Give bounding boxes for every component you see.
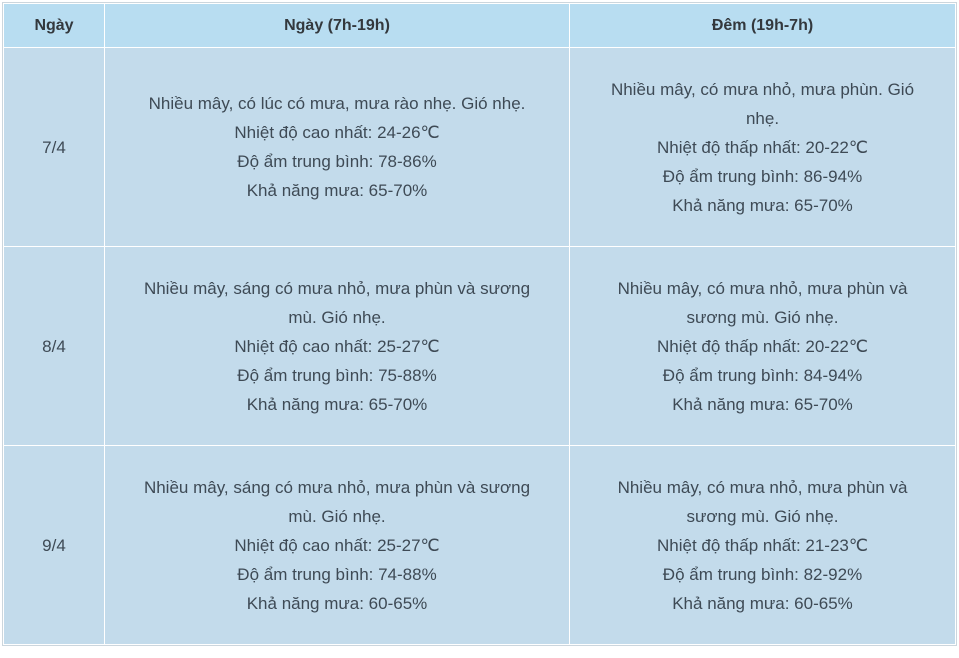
table-header-row [4,4,955,47]
rain-chance-line: Khả năng mưa: 65-70% [246,394,428,414]
column-header-daytime: Ngày (7h-19h) [105,4,569,47]
temperature-line: Nhiệt độ cao nhất: 24-26℃ [234,123,440,142]
weather-forecast-table [2,2,957,646]
rain-chance-line: Khả năng mưa: 65-70% [672,195,853,215]
night-forecast-cell [570,446,955,644]
table-row-7-4 [4,48,955,246]
night-forecast-cell [570,48,955,246]
weather-description: Nhiều mây, có mưa nhỏ, mưa phùn và sương mù. Gió nhẹ. [617,477,908,526]
day-forecast-cell [105,247,569,445]
date-label: 9/4 [4,446,104,644]
column-header-nighttime: Đêm (19h-7h) [570,4,955,47]
rain-chance-line: Khả năng mưa: 60-65% [672,593,853,613]
date-label: 7/4 [4,48,104,246]
weather-description: Nhiều mây, sáng có mưa nhỏ, mưa phùn và sương mù. Gió nhẹ. [143,477,531,526]
table-row-8-4 [4,247,955,445]
temperature-line: Nhiệt độ thấp nhất: 21-23℃ [657,535,868,555]
temperature-line: Nhiệt độ thấp nhất: 20-22℃ [657,137,868,157]
day-forecast-cell [105,48,569,246]
day-forecast-cell [105,446,569,644]
humidity-line: Độ ẩm trung bình: 84-94% [662,365,863,385]
table-row-9-4 [4,446,955,644]
temperature-line: Nhiệt độ cao nhất: 25-27℃ [234,336,440,356]
weather-description: Nhiều mây, có lúc có mưa, mưa rào nhẹ. Gió nhẹ. [148,94,526,113]
date-label: 8/4 [4,247,104,445]
rain-chance-line: Khả năng mưa: 60-65% [246,593,428,613]
night-forecast-cell [570,247,955,445]
temperature-line: Nhiệt độ cao nhất: 25-27℃ [234,535,440,555]
rain-chance-line: Khả năng mưa: 65-70% [246,181,428,200]
weather-description: Nhiều mây, có mưa nhỏ, mưa phùn và sương mù. Gió nhẹ. [617,278,908,327]
humidity-line: Độ ẩm trung bình: 78-86% [237,152,437,171]
weather-description: Nhiều mây, sáng có mưa nhỏ, mưa phùn và sương mù. Gió nhẹ. [143,278,531,327]
rain-chance-line: Khả năng mưa: 65-70% [672,394,853,414]
temperature-line: Nhiệt độ thấp nhất: 20-22℃ [657,336,868,356]
humidity-line: Độ ẩm trung bình: 75-88% [237,365,437,385]
humidity-line: Độ ẩm trung bình: 74-88% [237,564,437,584]
humidity-line: Độ ẩm trung bình: 82-92% [662,564,863,584]
weather-description: Nhiều mây, có mưa nhỏ, mưa phùn. Gió nhẹ. [610,79,915,128]
humidity-line: Độ ẩm trung bình: 86-94% [662,166,863,186]
column-header-date: Ngày [4,4,104,47]
